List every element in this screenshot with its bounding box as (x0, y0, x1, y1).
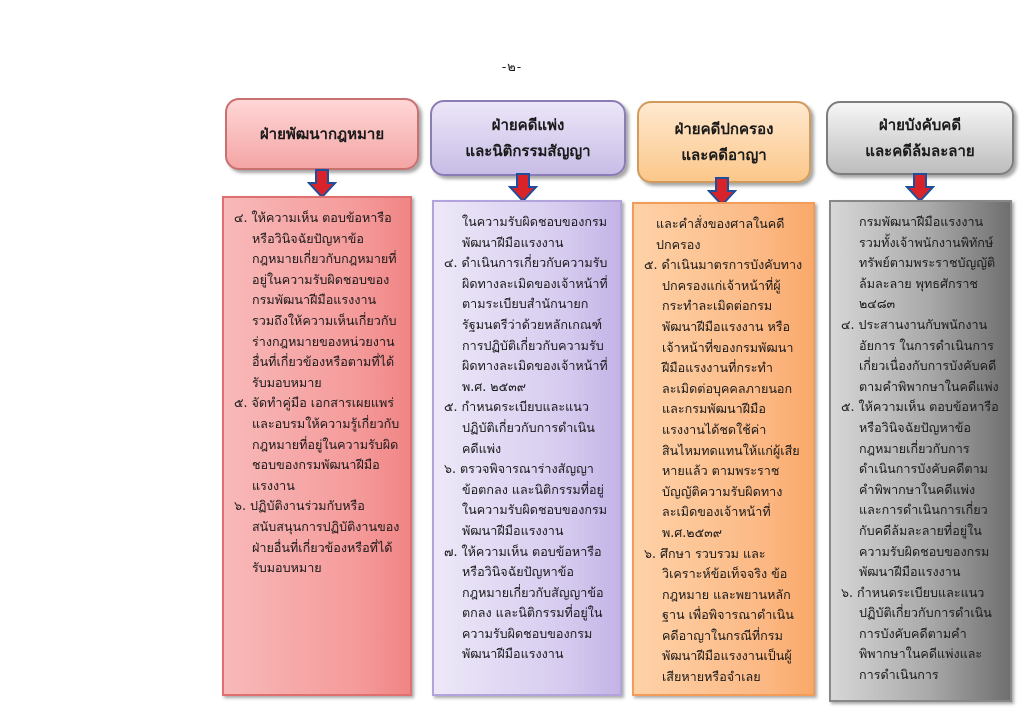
down-arrow-icon (307, 169, 337, 199)
header-line: ฝ่ายคดีแพ่ง (491, 116, 565, 134)
header-line: ฝ่ายพัฒนากฎหมาย (259, 125, 385, 143)
duty-item: ๔. ประสานงานกับพนักงานอัยการ ในการดำเนินการเกี่ยวเนื่องกับการบังคับคดีตามคำพิพากษาในคดีแพ่ง (841, 316, 999, 394)
duty-item: ๕. จัดทำคู่มือ เอกสารเผยแพร่ และอบรมให้ความรู้เกี่ยวกับกฎหมายที่อยู่ในความรับผิดชอบของกรมพัฒนาฝีมือแรงงาน (234, 395, 400, 493)
header-administrative-criminal (637, 101, 811, 183)
duty-item: ๖. ปฏิบัติงานร่วมกับหรือสนับสนุนการปฏิบัติงานของฝ่ายอื่นที่เกี่ยวข้องหรือที่ได้รับมอบหมาย (234, 498, 400, 576)
down-arrow-icon (508, 173, 538, 203)
duty-item: ๕. ให้ความเห็น ตอบข้อหารือ หรือวินิจฉัยปัญหาข้อกฎหมายเกี่ยวกับการดำเนินการบังคับคดีตามคำพิพากษาในคดีแพ่ง และการดำเนินการเกี่ยวกับคดีล้มละลายที่อยู่ในความรับผิดชอบของกรมพัฒนาฝีมือแรงงาน (841, 399, 999, 580)
header-line: ฝ่ายคดีปกครอง (674, 120, 774, 138)
content-box-enforcement-bankruptcy (829, 200, 1012, 702)
header-line: ฝ่ายบังคับคดี (878, 116, 962, 134)
down-arrow-icon (905, 173, 935, 203)
header-line: และนิติกรรมสัญญา (465, 142, 591, 160)
duty-item: ๔. ดำเนินการเกี่ยวกับความรับผิดทางละเมิดของเจ้าหน้าที่ตามระเบียบสำนักนายกรัฐมนตรีว่าด้วยหลักเกณฑ์การปฏิบัติเกี่ยวกับความรับผิดทางละเมิดของเจ้าหน้าที่ พ.ศ. ๒๕๓๙ (444, 255, 608, 394)
header-legal-development (225, 98, 419, 170)
duty-item: ๕. ดำเนินมาตรการบังคับทางปกครองแก่เจ้าหน้าที่ผู้กระทำละเมิดต่อกรมพัฒนาฝีมือแรงงาน หรือเจ้าหน้าที่ของกรมพัฒนาฝีมือแรงงานที่กระทำละเมิดต่อบุคคลภายนอกและกรมพัฒนาฝีมือแรงงานได้ชดใช้ค่าสินไหมทดแทนให้แก่ผู้เสียหายแล้ว ตามพระราชบัญญัติความรับผิดทางละเมิดของเจ้าหน้าที่ พ.ศ.๒๕๓๙ (644, 257, 803, 540)
duty-item: ๖. ศึกษา รวบรวม และวิเคราะห์ข้อเท็จจริง ข้อกฎหมาย และพยานหลักฐาน เพื่อพิจารณาดำเนินคดีอาญาในกรณีที่กรมพัฒนาฝีมือแรงงานเป็นผู้เสียหายหรือจำเลย (644, 545, 794, 685)
continued-text: และคำสั่งของศาลในคดีปกครอง (656, 216, 785, 252)
duty-item: ๕. กำหนดระเบียบและแนวปฏิบัติเกี่ยวกับการดำเนินคดีแพ่ง (444, 399, 595, 456)
continued-text: ในความรับผิดชอบของกรมพัฒนาฝีมือแรงงาน (462, 214, 608, 250)
header-enforcement-bankruptcy (826, 101, 1014, 175)
duty-item: ๗. ให้ความเห็น ตอบข้อหารือ หรือวินิจฉัยปัญหาข้อกฎหมายเกี่ยวกับสัญญาข้อตกลง และนิติกรรมที่อยู่ในความรับผิดชอบของกรมพัฒนาฝีมือแรงงาน (444, 543, 604, 662)
content-box-administrative-criminal (632, 202, 815, 696)
content-box-civil-contracts (432, 200, 622, 696)
duty-item: ๔. ให้ความเห็น ตอบข้อหารือ หรือวินิจฉัยปัญหาข้อกฎหมายเกี่ยวกับกฎหมายที่อยู่ในความรับผิดชอบของกรมพัฒนาฝีมือแรงงาน รวมถึงให้ความเห็นเกี่ยวกับร่างกฎหมายของหน่วยงานอื่นที่เกี่ยวข้องหรือตามที่ได้รับมอบหมาย (234, 210, 397, 390)
page-number: -๒- (501, 60, 523, 75)
header-line: และคดีอาญา (681, 146, 767, 164)
header-civil-contracts (430, 100, 626, 176)
duty-item: ๖. กำหนดระเบียบและแนวปฏิบัติเกี่ยวกับการดำเนินการบังคับคดีตามคำพิพากษาในคดีแพ่งและการดำเนินการ (841, 584, 992, 683)
duty-item: ๖. ตรวจพิจารณาร่างสัญญาข้อตกลง และนิติกรรมที่อยู่ในความรับผิดชอบของกรมพัฒนาฝีมือแรงงาน (444, 461, 608, 538)
continued-text: กรมพัฒนาฝีมือแรงงาน รวมทั้งเจ้าพนักงานพิทักษ์ทรัพย์ตามพระราชบัญญัติล้มละลาย พุทธศักราช ๒๔๘๓ (859, 214, 996, 312)
content-box-legal-development (222, 196, 412, 696)
header-line: และคดีล้มละลาย (865, 142, 975, 160)
